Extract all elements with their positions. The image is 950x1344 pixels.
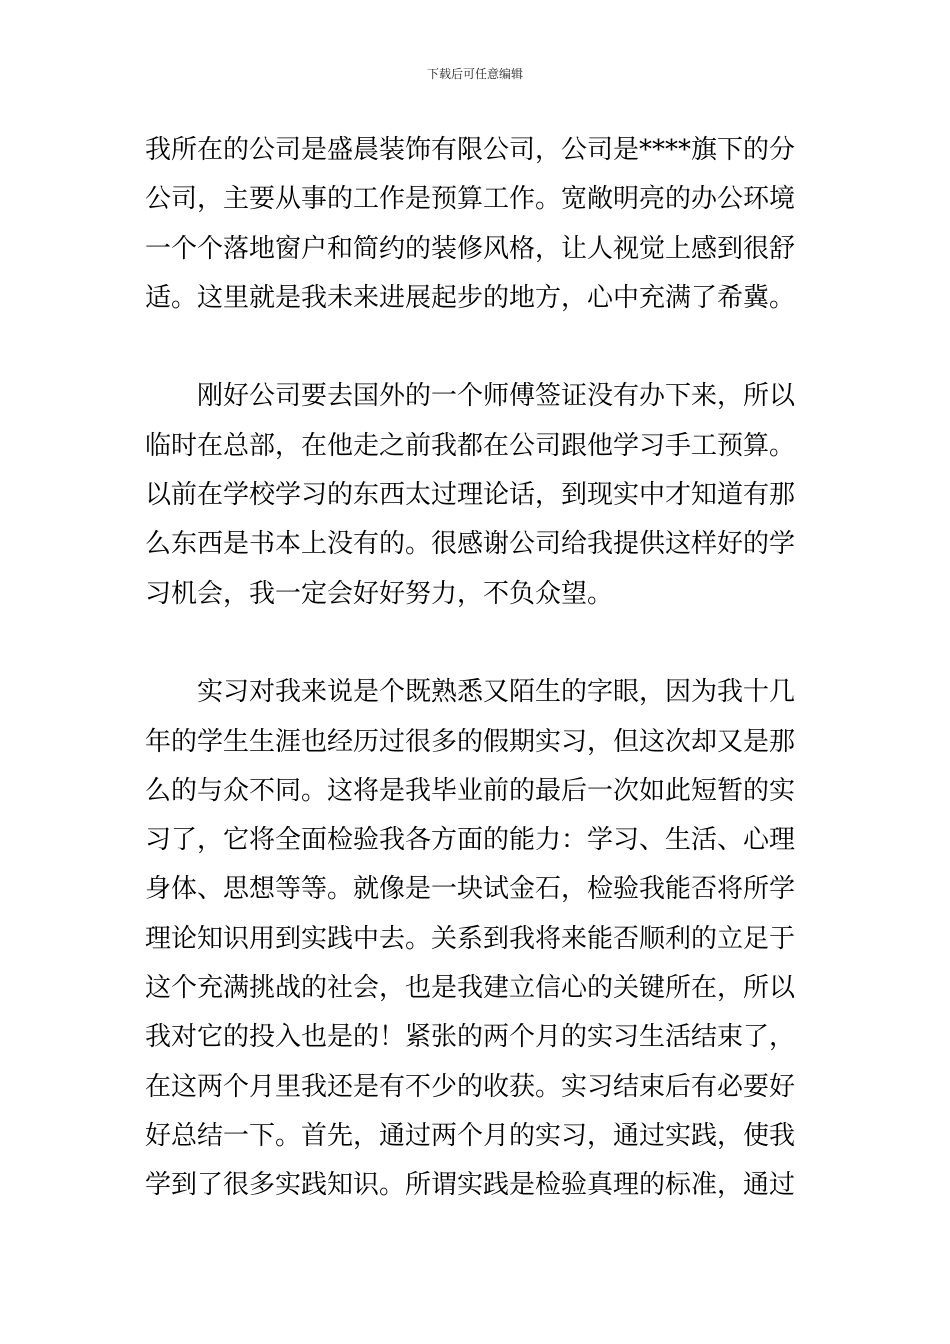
text-line: 刚好公司要去国外的一个师傅签证没有办下来，所以 <box>145 381 796 412</box>
paragraph-spacer <box>145 619 810 668</box>
paragraph-1 <box>145 126 810 323</box>
text-line: 么东西是书本上没有的。很感谢公司给我提供这样好的学 <box>145 529 796 560</box>
text-line: 习机会，我一定会好好努力，不负众望。 <box>145 578 614 609</box>
text-line: 以前在学校学习的东西太过理论话，到现实中才知道有那 <box>145 480 796 511</box>
text-line: 一个个落地窗户和简约的装修风格，让人视觉上感到很舒 <box>145 233 796 264</box>
text-line: 理论知识用到实践中去。关系到我将来能否顺利的立足于 <box>145 923 796 954</box>
text-line: 学到了很多实践知识。所谓实践是检验真理的标准，通过 <box>145 1170 796 1201</box>
text-line: 适。这里就是我未来进展起步的地方，心中充满了希冀。 <box>145 282 796 313</box>
text-line: 临时在总部，在他走之前我都在公司跟他学习手工预算。 <box>145 430 796 461</box>
paragraph-spacer <box>145 323 810 372</box>
page-header-note: 下载后可任意编辑 <box>426 67 523 81</box>
text-line: 身体、思想等等。就像是一块试金石，检验我能否将所学 <box>145 874 796 905</box>
text-line: 么的与众不同。这将是我毕业前的最后一次如此短暂的实 <box>145 775 796 806</box>
document-body <box>145 126 810 1211</box>
text-line: 在这两个月里我还是有不少的收获。实习结束后有必要好 <box>145 1071 796 1102</box>
text-line: 实习对我来说是个既熟悉又陌生的字眼，因为我十几 <box>145 677 796 708</box>
text-line: 我对它的投入也是的！紧张的两个月的实习生活结束了， <box>145 1022 796 1053</box>
text-line: 我所在的公司是盛晨装饰有限公司，公司是****旗下的分 <box>145 135 796 165</box>
text-line: 公司，主要从事的工作是预算工作。宽敞明亮的办公环境 <box>145 184 796 215</box>
text-line: 这个充满挑战的社会，也是我建立信心的关键所在，所以 <box>145 973 796 1004</box>
text-line: 好总结一下。首先，通过两个月的实习，通过实践，使我 <box>145 1120 796 1151</box>
text-line: 习了，它将全面检验我各方面的能力：学习、生活、心理 <box>145 825 796 856</box>
paragraph-3 <box>145 668 810 1210</box>
text-line: 年的学生生涯也经历过很多的假期实习，但这次却又是那 <box>145 726 796 757</box>
paragraph-2 <box>145 372 810 618</box>
